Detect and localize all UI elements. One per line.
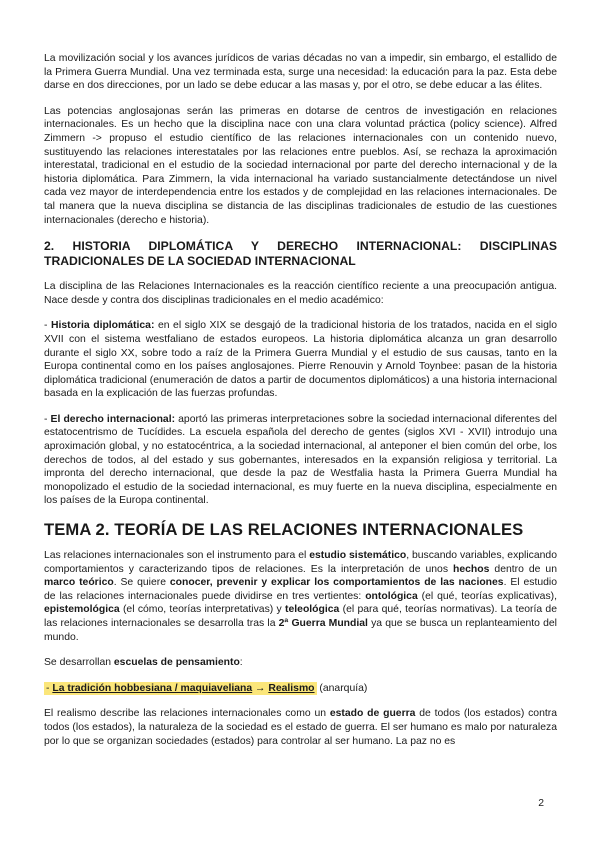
section-heading-2: 2. HISTORIA DIPLOMÁTICA Y DERECHO INTERNACIONAL: DISCIPLINAS TRADICIONALES DE LA SOCIEDAD INTERNACIONAL bbox=[44, 239, 557, 269]
term-international-law: El derecho internacional: bbox=[50, 413, 176, 425]
page-number: 2 bbox=[538, 798, 544, 809]
paragraph-realism bbox=[44, 707, 557, 748]
bold-term: estado de guerra bbox=[329, 708, 416, 720]
bold-term: ontológica bbox=[365, 590, 418, 602]
paragraph-international-law bbox=[44, 413, 557, 508]
chapter-title: TEMA 2. TEORÍA DE LAS RELACIONES INTERNACIONALES bbox=[44, 520, 524, 540]
bold-term: hechos bbox=[453, 563, 490, 575]
text-run: ya que se busca un replanteamiento del mundo. bbox=[44, 618, 557, 643]
paragraph-education-peace: La movilización social y los avances jurídicos de varias décadas no van a impedir, sin embargo, el estallido de la Primera Guerra Mundial. Una vez terminada esta, surge una necesidad: la educación para la paz. Esta debe darse en dos direcciones, por un lado se debe educar a las masas y, por el otro, se debe educar a las élites. bbox=[44, 53, 557, 92]
text-run: (el qué, teorías explicativas), bbox=[417, 590, 558, 602]
bullet-dash: - bbox=[44, 320, 51, 332]
right-arrow-icon: → bbox=[252, 682, 269, 694]
term-diplomatic-history: Historia diplomática: bbox=[51, 320, 155, 332]
text-run: . El estudio de las relaciones internacionales puede dividirse en tres vertientes: bbox=[44, 577, 558, 602]
text-run: dentro de un bbox=[489, 563, 557, 575]
bold-term: epistemológica bbox=[44, 604, 120, 616]
international-law-text: aportó las primeras interpretaciones sobre la sociedad internacional diferentes del estatocentrismo de Tucídides. La escuela española del derecho de gentes (siglos XVI - XVII) introdujo una aproximación global, y no estatocéntrica, a la sociedad internacional, al anteponer el bien común del orbe, los derechos de todos, al del estado y sus gobernantes, interesados en la expansión religiosa y territorial. La impronta del derecho internacional, que desde la paz de Westfalia hasta la Primera Guerra Mundial ha monopolizado el estudio de la sociedad internacional, es muy fuerte en la nueva disciplina, especialmente en los países de la Europa continental. bbox=[44, 413, 557, 507]
bold-term: conocer, prevenir y explicar los comportamientos de las naciones bbox=[169, 577, 504, 589]
bold-term: marco teórico bbox=[44, 577, 114, 589]
bold-term: escuelas de pensamiento bbox=[113, 657, 240, 669]
text-run: : bbox=[239, 657, 243, 669]
text-run: de todos (los estados) contra todos (los estados), la naturaleza de la sociedad es el estado de guerra. El ser humano es malo por naturaleza por lo que se organizan sociedades (estados) para controlar al ser humano. La paz no es bbox=[44, 708, 557, 747]
bullet-dash: - bbox=[46, 682, 53, 694]
bold-term: estudio sistemático bbox=[309, 550, 407, 562]
text-run: El realismo describe las relaciones internacionales como un bbox=[44, 708, 330, 720]
bold-term: teleológica bbox=[285, 604, 340, 616]
text-run: Las relaciones internacionales son el instrumento para el bbox=[44, 550, 310, 562]
text-run: , buscando variables, explicando comportamientos y caracterizando tipos de relaciones. Es la interpretación de unos bbox=[44, 550, 557, 575]
paragraph-anglosaxon-powers: Las potencias anglosajonas serán las primeras en dotarse de centros de investigación en relaciones internacionales. Es un hecho que la disciplina nace con una clara voluntad práctica (policy science). Alfred Zimmern -> propuso el estudio científico de las relaciones internacionales con un contenido nuevo, sustituyendo las relaciones interestatales por las relaciones entre pueblos. Así, se rechaza la aproximación interestatal, tradicional en el estudio de la sociedad internacional por parte del derecho internacional y de la historia diplomática. Para Zimmern, la vida internacional ha variado sustancialmente detectándose un nivel cada vez mayor de interdependencia entre los estados y de complejidad en las relaciones internacionales. De tal manera que la nueva disciplina se distancia de las disciplinas tradicionales de estudio de las cuestiones internacionales (derecho e historia). bbox=[44, 105, 557, 226]
paragraph-diplomatic-history bbox=[44, 319, 557, 401]
paragraph-discipline-reaction: La disciplina de las Relaciones Internacionales es la reacción científico reciente a una preocupación antigua. Nace desde y contra dos disciplinas tradicionales en el medio académico: bbox=[44, 281, 557, 306]
text-run: (el cómo, teorías interpretativas) y bbox=[119, 604, 286, 616]
diplomatic-history-text: en el siglo XIX se desgajó de la tradicional historia de los tratados, nacida en el siglo XVII con el sistema westfaliano de estados europeos. La historia diplomática alcanza un gran desarrollo durante el siglo XX, sobre todo a raíz de la Primera Guerra Mundial y el estudio de sus causas, tanto en la Europa continental como en los países anglosajones. Pierre Renouvin y Arnold Toynbee: pasan de la historia diplomática tradicional (enumeración de datos a partir de documentos diplomáticos) a una historia internacional basada en la explicación de las fuerzas profundas. bbox=[44, 320, 557, 400]
bullet-dash: - bbox=[44, 413, 51, 425]
anarchy-note: (anarquía) bbox=[316, 682, 368, 694]
paragraph-schools-of-thought bbox=[44, 656, 557, 670]
bullet-realism bbox=[44, 682, 557, 696]
text-run: Se desarrollan bbox=[44, 657, 114, 669]
text-run: . Se quiere bbox=[113, 577, 170, 589]
text-run: (el para qué, teorías normativas). La teoría de las relaciones internacionales se desarrolla tras la bbox=[44, 604, 557, 629]
realism-label: Realismo bbox=[268, 682, 315, 694]
bold-term: 2ª Guerra Mundial bbox=[278, 618, 368, 629]
highlighted-tradition bbox=[44, 682, 317, 695]
tradition-label: La tradición hobbesiana / maquiaveliana bbox=[52, 682, 253, 694]
paragraph-ir-definition bbox=[44, 549, 557, 644]
